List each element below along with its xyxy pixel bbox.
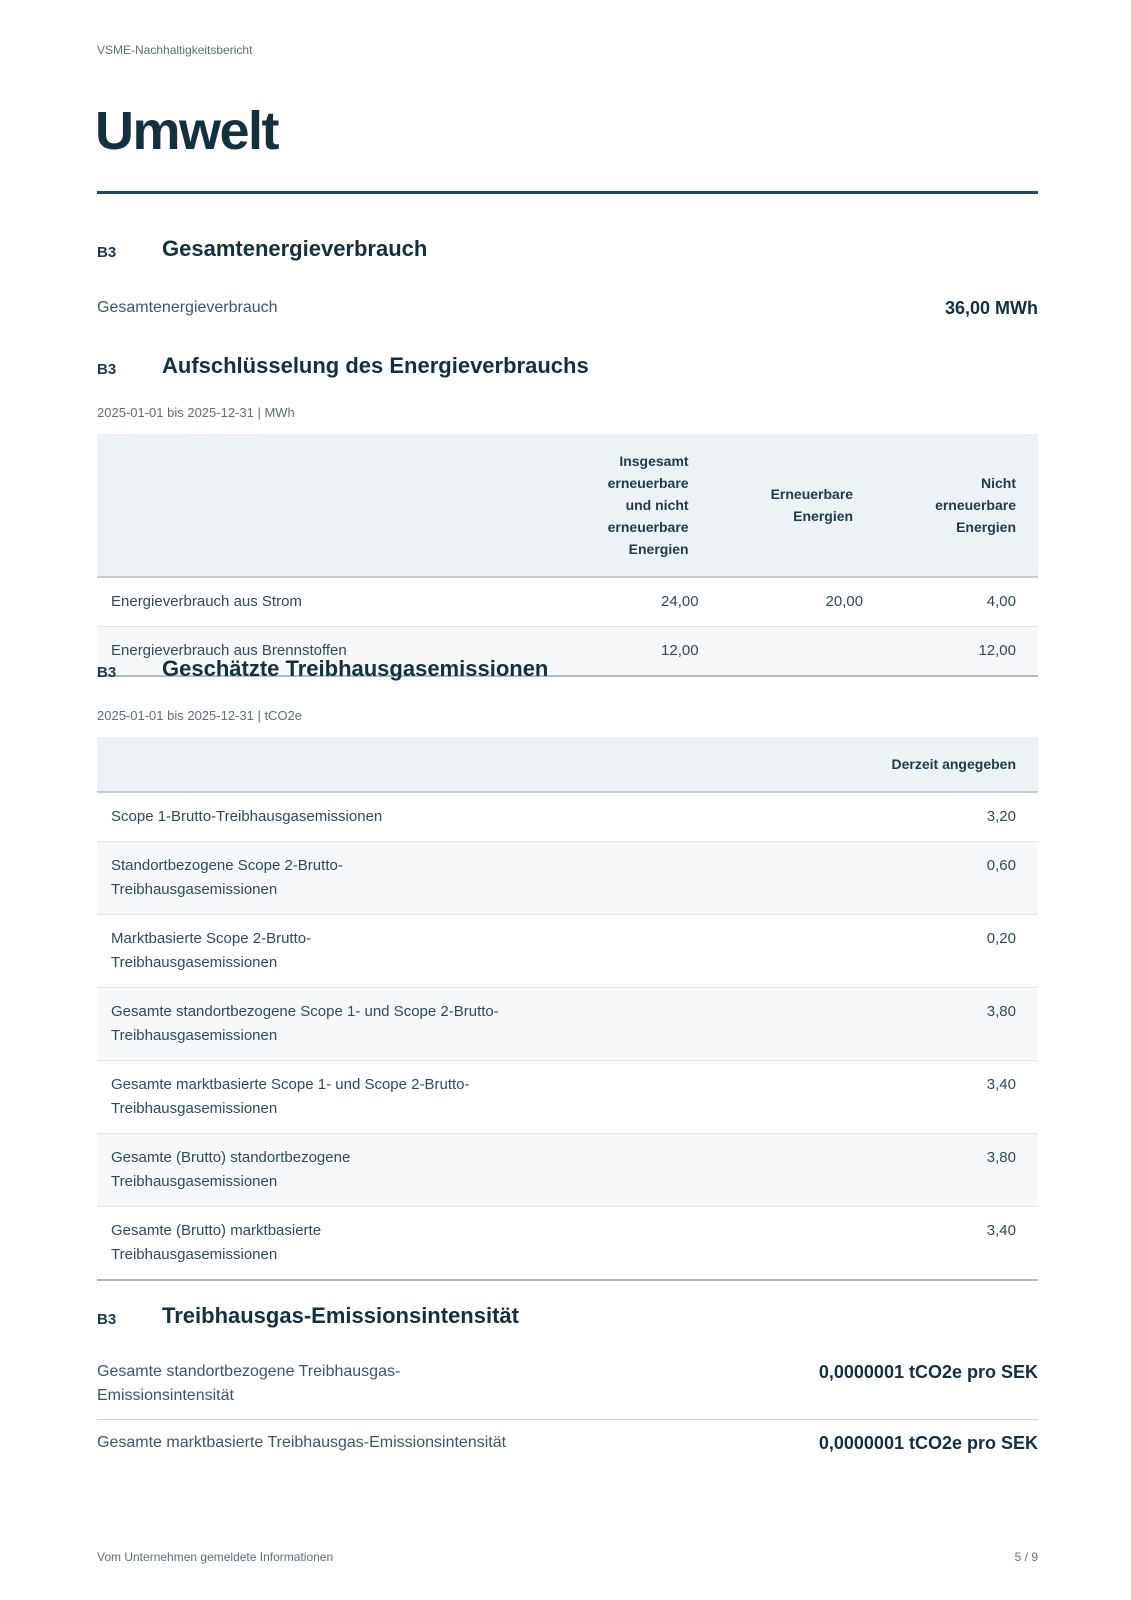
running-header: VSME-Nachhaltigkeitsbericht [97,43,253,57]
intensity-value: 0,0000001 tCO2e pro SEK [818,1362,1038,1382]
intensity-label: Gesamte standortbezogene Treibhausgas-Emissionsintensität [97,1363,401,1404]
footer-note: Vom Unternehmen gemeldete Informationen [97,1550,334,1564]
section-ghg-heading [97,656,1038,686]
page-title: Umwelt [95,101,279,161]
section-title: Geschätzte Treibhausgasemissionen [162,656,549,681]
row-label: Gesamte (Brutto) standortbezogene Treibhausgasemissionen [97,1134,817,1207]
cell-renewable: 20,00 [711,577,875,627]
cell-total: 12,00 [398,627,711,677]
section-intensity-heading [97,1303,1038,1333]
row-value: 0,20 [817,915,1038,988]
section-energy-breakdown-heading [97,353,1038,383]
table-row [97,1134,1038,1207]
column-header: Nicht erneuerbare Energien [875,434,1038,577]
cell-total: 24,00 [398,577,711,627]
table-row [97,915,1038,988]
table-row [97,842,1038,915]
energy-breakdown-meta: 2025-01-01 bis 2025-12-31 | MWh [97,405,295,420]
row-label: Standortbezogene Scope 2-Brutto-Treibhausgasemissionen [97,842,817,915]
cell-nonrenewable: 4,00 [875,577,1038,627]
row-label: Marktbasierte Scope 2-Brutto-Treibhausgasemissionen [97,915,817,988]
row-value: 3,20 [817,792,1038,842]
energy-breakdown-table [97,434,1038,677]
table-header-row [97,737,1038,792]
row-value: 3,80 [817,988,1038,1061]
total-energy-row [97,296,1038,320]
total-energy-value: 36,00 MWh [944,298,1038,318]
row-value: 3,40 [817,1061,1038,1134]
column-header: Insgesamt erneuerbare und nicht erneuerbare Energien [398,434,711,577]
table-row [97,792,1038,842]
page-number: 5 / 9 [1014,1550,1038,1564]
section-code: B3 [97,664,117,681]
intensity-row-location [97,1360,1038,1408]
row-value: 3,40 [817,1207,1038,1281]
section-code: B3 [97,361,117,378]
intensity-row-market [97,1431,1038,1455]
column-header: Derzeit angegeben [817,737,1038,792]
ghg-meta: 2025-01-01 bis 2025-12-31 | tCO2e [97,708,303,723]
section-code: B3 [97,1311,117,1328]
table-row [97,988,1038,1061]
total-energy-label: Gesamtenergieverbrauch [97,299,278,316]
section-title: Treibhausgas-Emissionsintensität [162,1303,519,1328]
cell-nonrenewable: 12,00 [875,627,1038,677]
section-title: Gesamtenergieverbrauch [162,236,428,261]
table-row [97,1061,1038,1134]
intensity-divider [97,1419,1038,1420]
section-title: Aufschlüsselung des Energieverbrauchs [162,353,589,378]
section-total-energy-heading [97,236,1038,266]
ghg-emissions-table [97,737,1038,1281]
table-header-row [97,434,1038,577]
row-value: 3,80 [817,1134,1038,1207]
column-header [97,434,398,577]
row-label: Energieverbrauch aus Strom [97,577,398,627]
row-label: Energieverbrauch aus Brennstoffen [97,627,398,677]
column-header [97,737,817,792]
intensity-value: 0,0000001 tCO2e pro SEK [818,1433,1038,1453]
column-header: Erneuerbare Energien [711,434,875,577]
section-code: B3 [97,244,117,261]
row-value: 0,60 [817,842,1038,915]
row-label: Gesamte standortbezogene Scope 1- und Scope 2-Brutto-Treibhausgasemissionen [97,988,817,1061]
table-row [97,577,1038,627]
row-label: Gesamte marktbasierte Scope 1- und Scope 2-Brutto-Treibhausgasemissionen [97,1061,817,1134]
intensity-label: Gesamte marktbasierte Treibhausgas-Emissionsintensität [97,1434,507,1451]
table-row [97,1207,1038,1281]
row-label: Gesamte (Brutto) marktbasierte Treibhausgasemissionen [97,1207,817,1281]
title-divider [97,191,1038,194]
row-label: Scope 1-Brutto-Treibhausgasemissionen [97,792,817,842]
